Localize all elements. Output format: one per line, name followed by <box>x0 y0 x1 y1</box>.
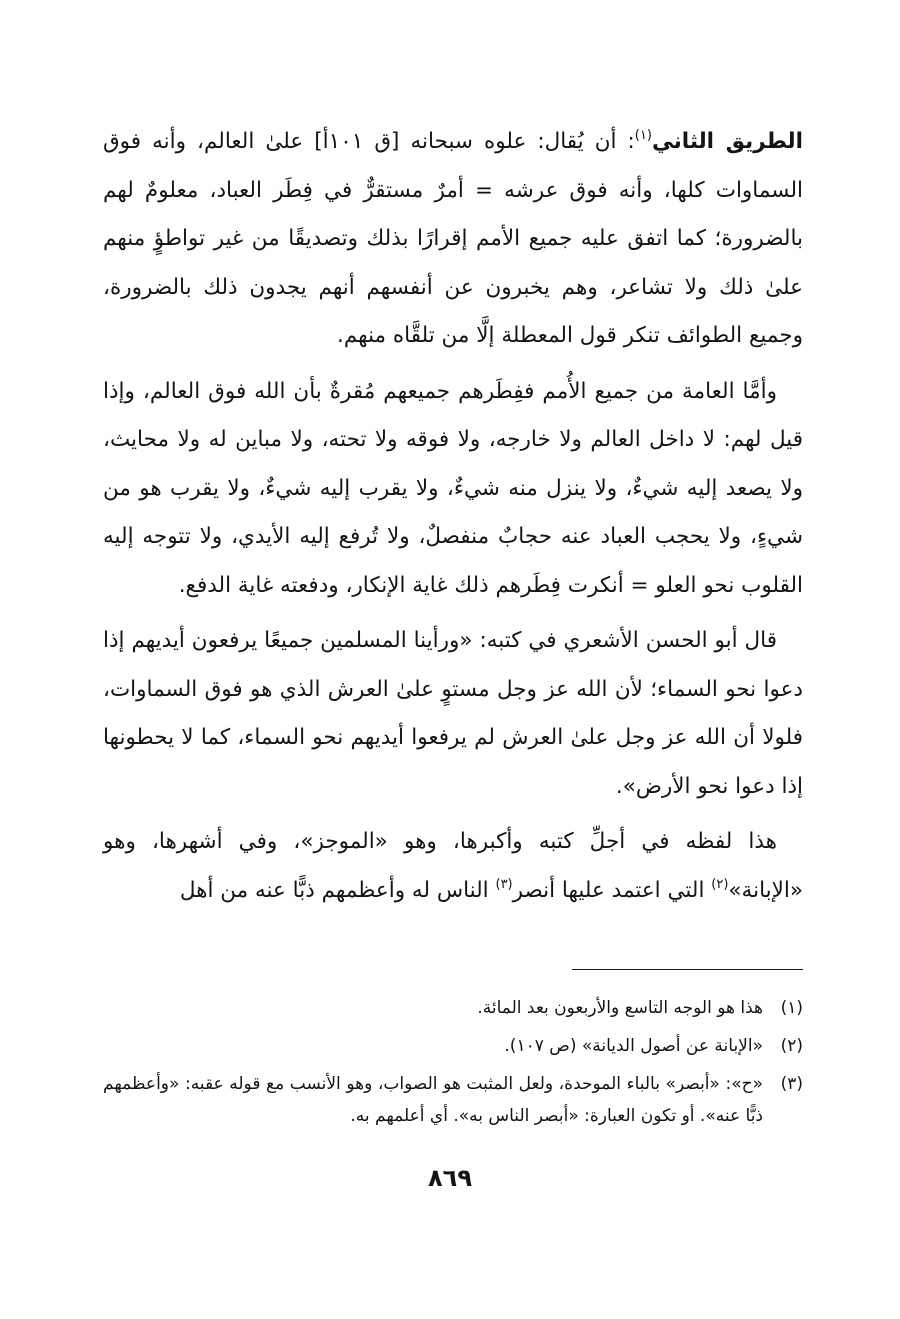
paragraph-1-text: : أن يُقال: علوه سبحانه [ق ١٠١أ] علىٰ العالم، وأنه فوق السماوات كلها، وأنه فوق عرشه = أمرٌ مستقرٌّ في فِطَر العباد، معلومٌ لهم بالضرورة؛ كما اتفق عليه جميع الأمم إقرارًا بذلك وتصديقًا من غير تواطؤٍ منهم علىٰ ذلك ولا تشاعر، وهم يخبرون عن أنفسهم أنهم يجدون ذلك بالضرورة، وجميع الطوائف تنكر قول المعطلة إلَّا من تلقَّاه منهم. <box>103 129 803 348</box>
paragraph-1-lead: الطريق الثاني <box>651 129 803 154</box>
footnote-ref-2: (٢) <box>711 876 729 892</box>
footnote-3-text: «ح»: «أبصر» بالباء الموحدة، ولعل المثبت هو الصواب، وهو الأنسب مع قوله عقبه: «وأعظمهم ذبًّا عنه». أو تكون العبارة: «أبصر الناس به». أي أعلمهم به. <box>103 1074 763 1126</box>
footnotes <box>103 992 803 1138</box>
paragraph-4-text-a: هذا لفظه في أجلِّ كتبه وأكبرها، وهو «الموجز»، وفي أشهرها، وهو «الإبانة» <box>103 829 803 903</box>
footnote-2-number: (٢) <box>780 1036 803 1056</box>
footnote-ref-1: (١) <box>634 128 652 143</box>
footnote-1-number: (١) <box>780 998 803 1018</box>
footnote-3-number: (٣) <box>780 1074 803 1094</box>
footnote-2 <box>103 1030 803 1062</box>
paragraph-4 <box>103 818 803 915</box>
main-text <box>103 118 803 915</box>
paragraph-4-text-c: الناس له وأعظمهم ذبًّا عنه من أهل <box>179 877 496 903</box>
page-number: ٨٦٩ <box>428 1164 472 1192</box>
paragraph-2: وأمَّا العامة من جميع الأُمم ففِطَرهم جميعهم مُقرةٌ بأن الله فوق العالم، وإذا قيل لهم: لا داخل العالم ولا خارجه، ولا فوقه ولا تحته، ولا مباين له ولا محايث، ولا يصعد إليه شيءٌ، ولا ينزل منه شيءٌ، ولا يقرب إليه شيءٌ، ولا يقرب هو من شيءٍ، ولا يحجب العباد عنه حجابٌ منفصلٌ، ولا تُرفع إليه الأيدي، ولا تتوجه إليه القلوب نحو العلو = أنكرت فِطَرهم ذلك غاية الإنكار، ودفعته غاية الدفع. <box>103 378 803 598</box>
footnote-ref-3: (٣) <box>495 876 513 892</box>
footnote-3 <box>103 1068 803 1132</box>
footnote-1-text: هذا هو الوجه التاسع والأربعون بعد المائة. <box>477 998 763 1018</box>
paragraph-4-text-b: التي اعتمد عليها أنصر <box>512 877 712 903</box>
paragraph-1 <box>103 118 803 361</box>
footnote-1 <box>103 992 803 1024</box>
footnote-2-text: «الإبانة عن أصول الديانة» (ص ١٠٧). <box>504 1036 763 1056</box>
paragraph-3: قال أبو الحسن الأشعري في كتبه: «ورأينا المسلمين جميعًا يرفعون أيديهم إذا دعوا نحو السماء؛ لأن الله عز وجل مستوٍ علىٰ العرش الذي هو فوق السماوات، فلولا أن الله عز وجل علىٰ العرش لم يرفعوا أيديهم نحو السماء، كما لا يحطونها إذا دعوا نحو الأرض». <box>103 628 803 799</box>
footnote-divider <box>572 969 803 970</box>
